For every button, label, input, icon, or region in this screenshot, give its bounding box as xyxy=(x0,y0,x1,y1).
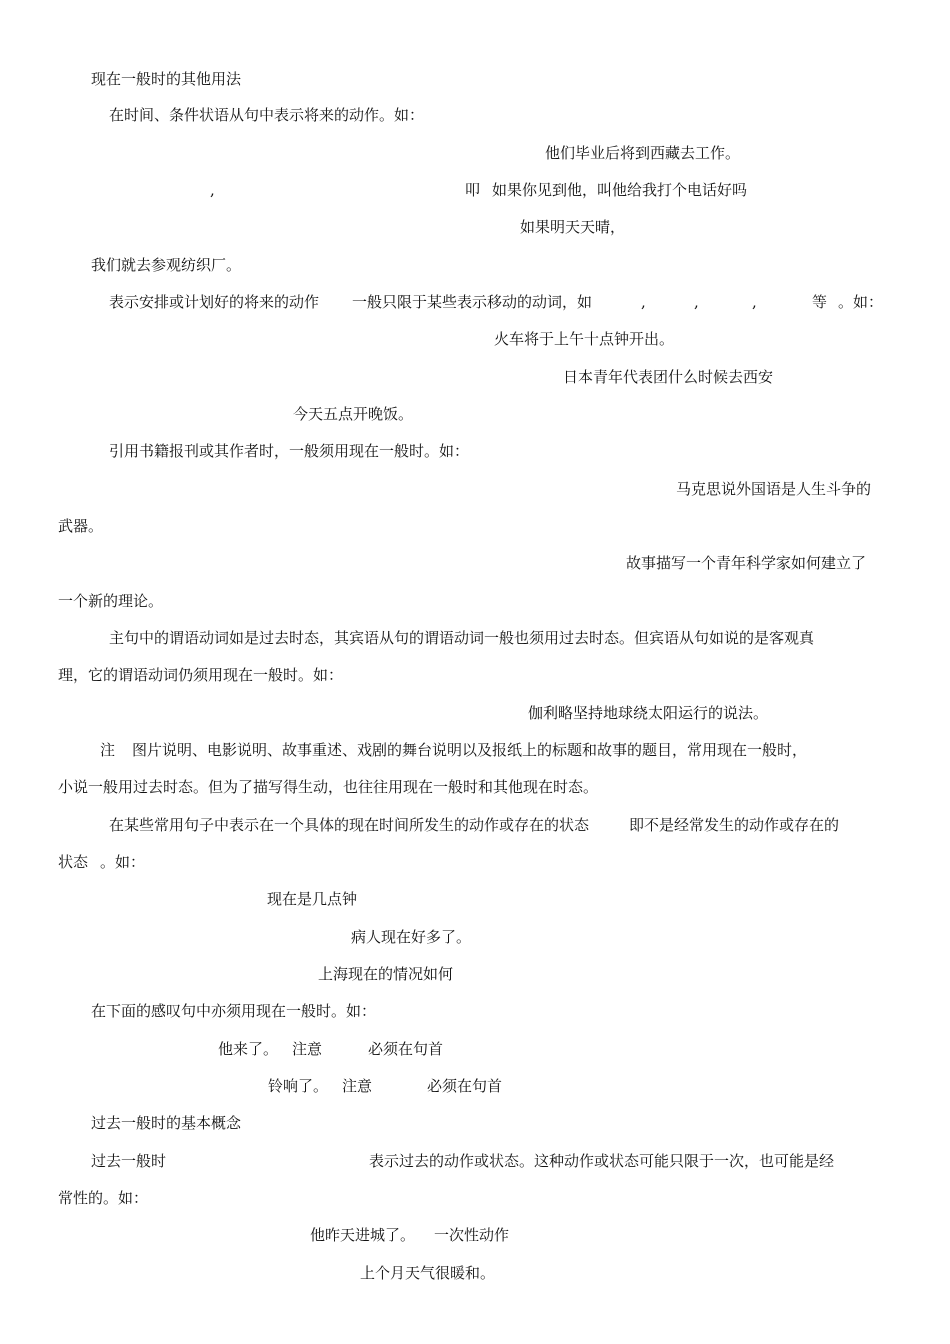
example-sentence: 现在是几点钟 xyxy=(267,890,358,908)
example-sentence-continuation: 一个新的理论。 xyxy=(58,592,164,610)
paragraph-text: 等 xyxy=(812,293,828,311)
example-note: 必须在句首 xyxy=(368,1040,444,1058)
note-text-cont: 小说一般用过去时态。但为了描写得生动，也往往用现在一般时和其他现在时态。 xyxy=(58,778,599,796)
example-sentence: 今天五点开晚饭。 xyxy=(293,405,414,423)
example-sentence: 他来了。 xyxy=(218,1040,279,1058)
paragraph-object-clause: 主句中的谓语动词如是过去时态，其宾语从句的谓语动词一般也须用过去时态。但宾语从句如说的是客观真 xyxy=(109,629,815,647)
example-note: 注意 xyxy=(342,1077,373,1095)
example-sentence: 病人现在好多了。 xyxy=(351,928,472,946)
example-sentence: 火车将于上午十点钟开出。 xyxy=(494,330,675,348)
example-sentence: 上海现在的情况如何 xyxy=(318,965,454,983)
example-sentence-continuation: 我们就去参观纺织厂。 xyxy=(91,256,242,274)
paragraph-arranged-future-cont: 一般只限于某些表示移动的动词，如 xyxy=(352,293,593,311)
example-sentence: 如果你见到他，叫他给我打个电话好吗 xyxy=(492,181,748,199)
paragraph-text: 。如： xyxy=(838,293,884,311)
paragraph-quoting-books: 引用书籍报刊或其作者时，一般须用现在一般时。如： xyxy=(109,442,470,460)
example-sentence: 上个月天气很暖和。 xyxy=(360,1264,496,1282)
example-sentence: 日本青年代表团什么时候去西安 xyxy=(563,368,774,386)
example-sentence: 他们毕业后将到西藏去工作。 xyxy=(545,144,741,162)
paragraph-past-tense: 过去一般时 xyxy=(91,1152,167,1170)
example-sentence: 马克思说外国语是人生斗争的 xyxy=(676,480,872,498)
paragraph-specific-present: 在某些常用句子中表示在一个具体的现在时间所发生的动作或存在的状态 xyxy=(109,816,590,834)
example-sentence: 他昨天进城了。 xyxy=(310,1226,416,1244)
paragraph-object-clause-cont: 理，它的谓语动词仍须用现在一般时。如： xyxy=(58,666,344,684)
punctuation-mark: , xyxy=(752,293,757,311)
example-sentence: 铃响了。 xyxy=(268,1077,329,1095)
heading-past-tense-basic: 过去一般时的基本概念 xyxy=(91,1114,242,1132)
punctuation-mark: , xyxy=(694,293,699,311)
punctuation-mark: , xyxy=(210,181,215,199)
example-sentence: 伽利略坚持地球绕太阳运行的说法。 xyxy=(528,704,769,722)
example-sentence: 故事描写一个青年科学家如何建立了 xyxy=(626,554,867,572)
punctuation-mark: , xyxy=(641,293,646,311)
example-note: 注意 xyxy=(292,1040,323,1058)
example-sentence-continuation: 武器。 xyxy=(58,517,104,535)
heading-present-tense-other-uses: 现在一般时的其他用法 xyxy=(91,70,242,88)
example-note: 必须在句首 xyxy=(427,1077,503,1095)
paragraph-time-condition-clause: 在时间、条件状语从句中表示将来的动作。如： xyxy=(109,106,425,124)
example-note: 一次性动作 xyxy=(434,1226,510,1244)
example-char: 叩 xyxy=(465,181,481,199)
paragraph-text: 状态 xyxy=(58,853,89,871)
paragraph-text: 。如： xyxy=(100,853,146,871)
paragraph-arranged-future: 表示安排或计划好的将来的动作 xyxy=(109,293,320,311)
paragraph-specific-present-cont: 即不是经常发生的动作或存在的 xyxy=(629,816,840,834)
note-text: 图片说明、电影说明、故事重述、戏剧的舞台说明以及报纸上的标题和故事的题目，常用现在一般时， xyxy=(132,741,808,759)
paragraph-exclamation: 在下面的感叹句中亦须用现在一般时。如： xyxy=(91,1002,377,1020)
paragraph-past-tense-end: 常性的。如： xyxy=(58,1189,149,1207)
note-label: 注 xyxy=(100,741,116,759)
paragraph-past-tense-cont: 表示过去的动作或状态。这种动作或状态可能只限于一次，也可能是经 xyxy=(369,1152,835,1170)
example-sentence: 如果明天天晴， xyxy=(520,218,626,236)
